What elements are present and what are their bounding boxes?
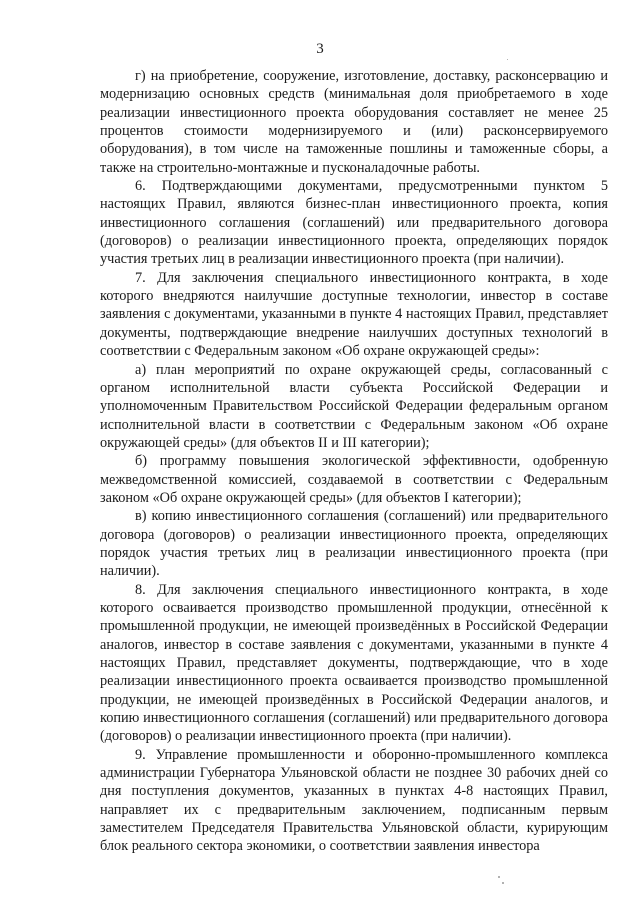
page-number: 3: [316, 41, 324, 57]
paragraph-clause-6: 6. Подтверждающими документами, предусмотренными пунктом 5 настоящих Правил, являются бизнес-план инвестиционного проекта, копия инвестиционного соглашения (соглашений) или предварительного договора (договоров) о реализации инвестиционного проекта, определяющих порядок участия третьих лиц в реализации инвестиционного проекта (при наличии).: [100, 178, 608, 268]
scan-speck: [507, 59, 508, 60]
paragraph-clause-9: 9. Управление промышленности и оборонно-промышленного комплекса администрации Губернатора Ульяновской области не позднее 30 рабочих дней со дня поступления документов, указанных в пунктах 4-8 настоящих Правил, направляет их с предварительным заключением, подписанным первым заместителем Председателя Правительства Ульяновской области, курирующим блок реального сектора экономики, о соответствии заявления инвестора: [100, 746, 608, 855]
paragraph-item-b: б) программу повышения экологической эффективности, одобренную межведомственной комиссией, создаваемой в соответствии с Федеральным законом «Об охране окружающей среды» (для объектов I категории);: [100, 453, 608, 506]
paragraph-item-v: в) копию инвестиционного соглашения (соглашений) или предварительного договора (договоров) о реализации инвестиционного проекта, определяющих порядок участия третьих лиц в реализации инвестиционного проекта (при наличии).: [100, 508, 608, 580]
paragraph-item-g: г) на приобретение, сооружение, изготовление, доставку, расконсервацию и модернизацию основных средств (минимальная доля приобретаемого в ходе реализации инвестиционного проекта оборудования составляет не менее 25 процентов стоимости модернизируемого и (или) расконсервируемого оборудования), в том числе на таможенные пошлины и таможенные сборы, а также на строительно-монтажные и пусконаладочные работы.: [100, 68, 608, 176]
paragraph-clause-7: 7. Для заключения специального инвестиционного контракта, в ходе которого внедряются наилучшие доступные технологии, инвестор в составе заявления с документами, указанными в пункте 4 настоящих Правил, представляет документы, подтверждающие внедрение наилучших доступных технологий в соответствии с Федеральным законом «Об охране окружающей среды»:: [100, 269, 608, 360]
document-body: [100, 67, 608, 856]
scan-speck: [502, 882, 504, 884]
paragraph-clause-8: 8. Для заключения специального инвестиционного контракта, в ходе которого осваивается производство промышленной продукции, отнесённой к промышленной продукции, не имеющей произведённых в Российской Федерации аналогов, инвестор в составе заявления с документами, указанными в пункте 4 настоящих Правил, представляет документы, подтверждающие, что в ходе реализации инвестиционного проекта осваивается производство промышленной продукции, не имеющей произведённых в Российской Федерации аналогов, и копию инвестиционного соглашения (соглашений) или предварительного договора (договоров) о реализации инвестиционного проекта (при наличии).: [100, 581, 608, 745]
paragraph-item-a: а) план мероприятий по охране окружающей среды, согласованный с органом исполнительной власти субъекта Российской Федерации и уполномоченным Правительством Российской Федерации федеральным органом исполнительной власти в соответствии с Федеральным законом «Об охране окружающей среды» (для объектов II и III категории);: [100, 361, 608, 451]
scan-speck: [498, 876, 500, 878]
